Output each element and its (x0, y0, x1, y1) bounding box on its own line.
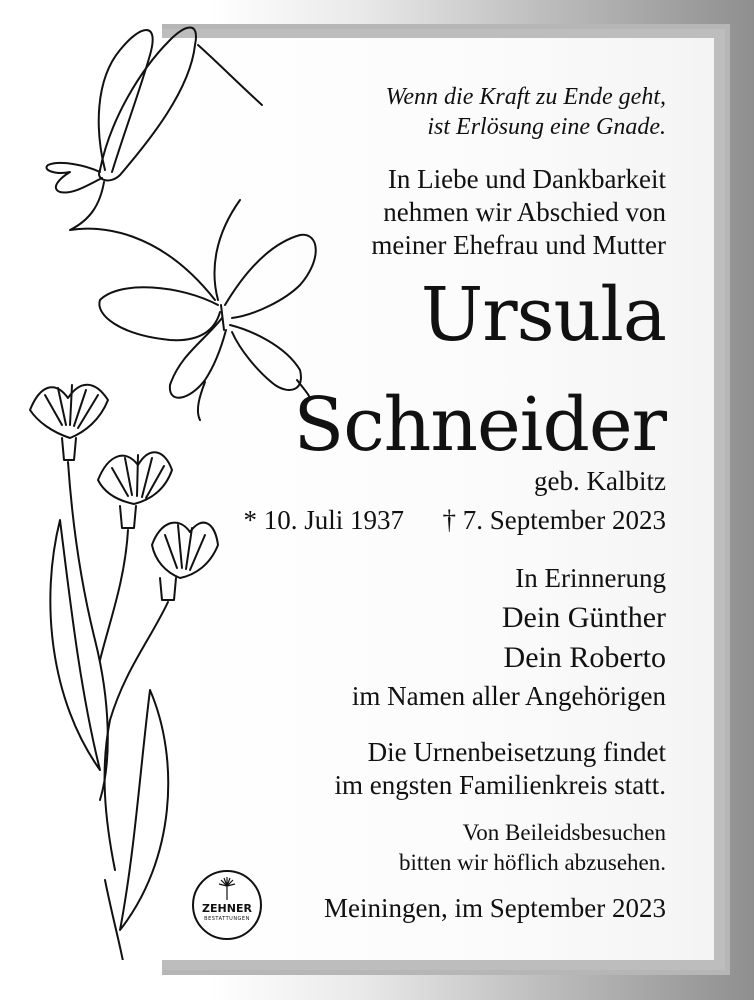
burial-line-1: Die Urnenbeisetzung findet (367, 737, 666, 767)
place-date: Meiningen, im September 2023 (324, 893, 666, 923)
birth-date: * 10. Juli 1937 (243, 505, 404, 535)
bottom-margin (0, 960, 162, 1000)
flower-icon (98, 452, 172, 504)
intro-line-3: meiner Ehefrau und Mutter (371, 230, 666, 260)
birth-name: geb. Kalbitz (534, 466, 666, 496)
quote-line-1: Wenn die Kraft zu Ende geht, (385, 84, 666, 110)
butterfly-icon (99, 287, 220, 340)
family-line: im Namen aller Angehörigen (351, 681, 666, 711)
dandelion-icon (194, 874, 260, 904)
mourner-1: Dein Günther (501, 601, 666, 634)
butterfly-icon (99, 28, 196, 181)
flower-icon (30, 385, 108, 438)
mourner-2: Dein Roberto (503, 641, 666, 674)
butterfly-flower-illustration (0, 0, 330, 1000)
remembrance: In Erinnerung (515, 563, 666, 593)
intro-line-2: nehmen wir Abschied von (383, 197, 666, 227)
condolence-line-1: Von Beileidsbesuchen (462, 820, 666, 845)
intro-line-1: In Liebe und Dankbarkeit (387, 164, 666, 194)
first-name: Ursula (420, 272, 666, 358)
quote-line-2: ist Erlösung eine Gnade. (427, 114, 666, 140)
funeral-home-logo (192, 870, 262, 940)
logo-name: ZEHNER (202, 902, 252, 915)
logo-subtitle: BESTATTUNGEN (204, 916, 250, 922)
flower-icon (152, 523, 218, 578)
burial-line-2: im engsten Familienkreis statt. (334, 770, 666, 800)
condolence-line-2: bitten wir höflich abzusehen. (399, 850, 666, 875)
death-date: † 7. September 2023 (442, 505, 666, 535)
last-name: Schneider (293, 382, 666, 468)
